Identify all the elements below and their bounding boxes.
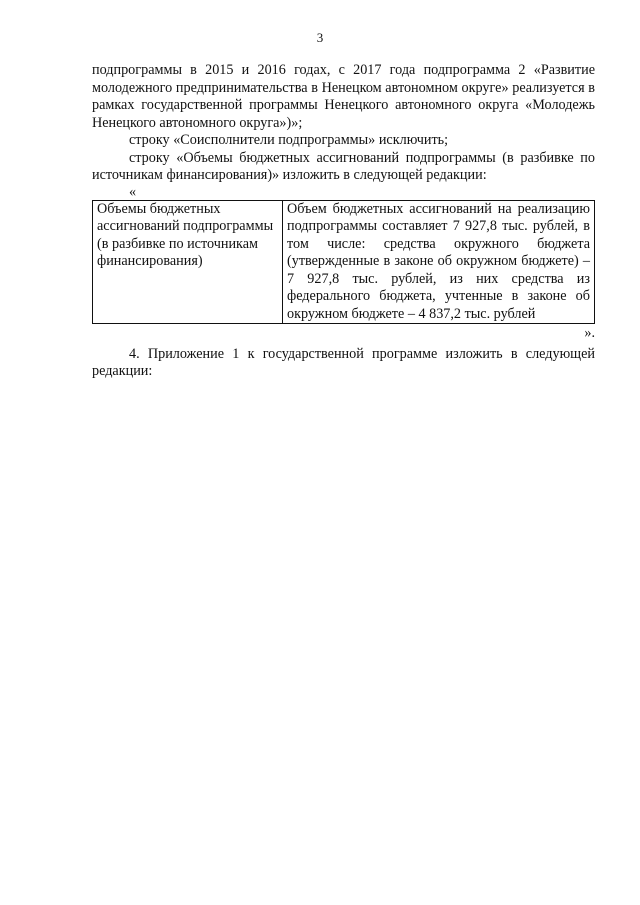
document-body	[92, 62, 595, 381]
page-number: 3	[316, 30, 324, 45]
paragraph-remove-coexecutors: строку «Соисполнители подпрограммы» исключить;	[129, 132, 449, 148]
paragraph-budget-row-intro: строку «Объемы бюджетных ассигнований подпрограммы (в разбивке по источникам финансирования)» изложить в следующей редакции:	[92, 149, 595, 183]
table-row	[93, 200, 595, 324]
table-cell-value: Объем бюджетных ассигнований на реализацию подпрограммы составляет 7 927,8 тыс. рублей, в том числе: средства окружного бюджета (утвержденные в законе об окружном бюджете) – 7 927,8 тыс. рублей, из них средства из федерального бюджета, учтенные в законе об окружном бюджете – 4 837,2 тыс. рублей	[283, 200, 595, 324]
paragraph-item-4: 4. Приложение 1 к государственной программе изложить в следующей редакции:	[92, 345, 595, 379]
opening-quote: «	[129, 183, 137, 200]
closing-quote: ».	[584, 325, 595, 341]
paragraph-continuation: подпрограммы в 2015 и 2016 годах, с 2017 года подпрограмма 2 «Развитие молодежного предпринимательства в Ненецком автономном округе» реализуется в рамках государственной программы Ненецкого автономного округа «Молодежь Ненецкого автономного округа»)»;	[92, 62, 595, 131]
budget-table	[92, 200, 595, 325]
table-cell-label: Объемы бюджетных ассигнований подпрограммы (в разбивке по источникам финансирования)	[93, 200, 283, 324]
